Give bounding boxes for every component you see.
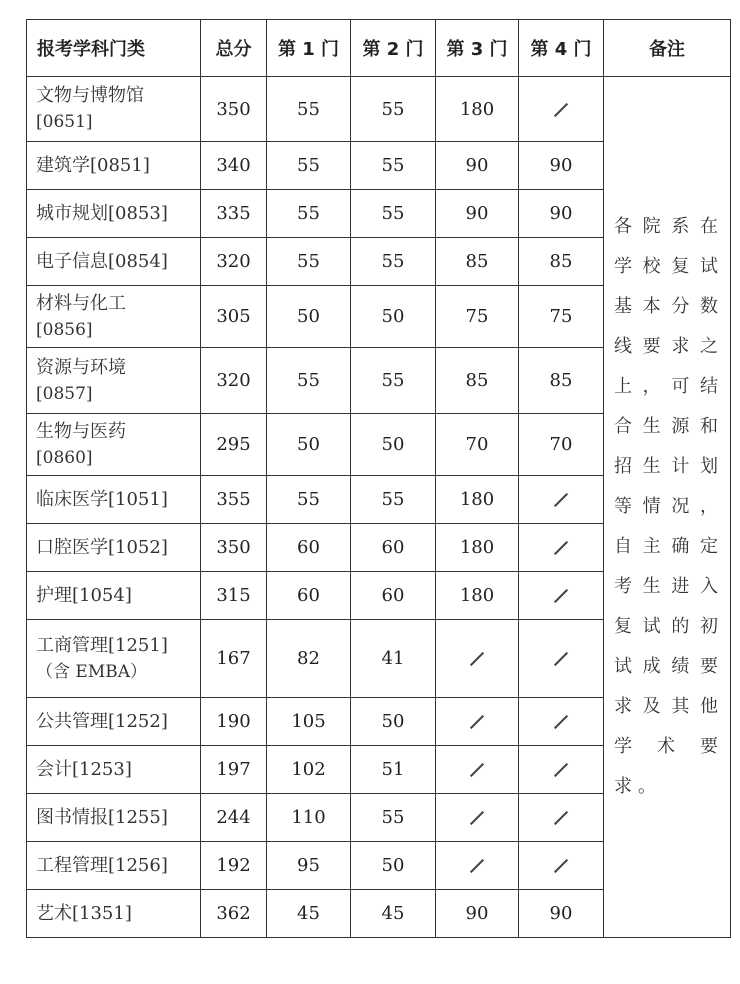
score-s3: 180 (436, 476, 519, 524)
discipline-name: 图书情报[1255] (36, 807, 168, 828)
not-applicable-slash-icon (470, 652, 484, 666)
discipline-code: [0857] (36, 383, 93, 404)
score-s2: 50 (351, 286, 436, 348)
score-s2: 55 (351, 190, 436, 238)
score-s4: 70 (519, 414, 604, 476)
discipline-cell (27, 286, 201, 348)
score-s1: 105 (267, 698, 351, 746)
discipline-cell (27, 476, 201, 524)
score-s1: 55 (267, 190, 351, 238)
discipline-cell (27, 620, 201, 698)
score-s2: 55 (351, 476, 436, 524)
score-s1: 82 (267, 620, 351, 698)
score-s3 (436, 698, 519, 746)
score-s3: 180 (436, 77, 519, 142)
header-category: 报考学科门类 (27, 20, 201, 77)
score-total: 350 (201, 77, 267, 142)
score-s2: 51 (351, 746, 436, 794)
score-s2: 50 (351, 698, 436, 746)
score-s4: 90 (519, 142, 604, 190)
score-s1: 60 (267, 572, 351, 620)
score-s3: 180 (436, 524, 519, 572)
not-applicable-slash-icon (554, 715, 568, 729)
score-s3: 90 (436, 190, 519, 238)
not-applicable-slash-icon (554, 493, 568, 507)
score-total: 295 (201, 414, 267, 476)
discipline-name: 资源与环境 (36, 356, 126, 378)
score-s4 (519, 842, 604, 890)
score-s3: 90 (436, 142, 519, 190)
score-s4 (519, 476, 604, 524)
not-applicable-slash-icon (470, 715, 484, 729)
discipline-name: 口腔医学[1052] (36, 537, 168, 558)
score-s4 (519, 794, 604, 842)
discipline-code: [0860] (36, 447, 93, 468)
score-table (26, 19, 731, 938)
discipline-code: [0856] (36, 319, 93, 340)
discipline-cell (27, 190, 201, 238)
score-s4: 85 (519, 348, 604, 414)
score-s1: 60 (267, 524, 351, 572)
score-s3: 75 (436, 286, 519, 348)
score-s4 (519, 572, 604, 620)
discipline-cell (27, 77, 201, 142)
score-s2: 55 (351, 142, 436, 190)
score-total: 192 (201, 842, 267, 890)
score-s1: 50 (267, 414, 351, 476)
not-applicable-slash-icon (554, 102, 568, 116)
discipline-name: 建筑学[0851] (36, 155, 150, 176)
score-total: 244 (201, 794, 267, 842)
score-s3: 180 (436, 572, 519, 620)
header-subject-1: 第 1 门 (267, 20, 351, 77)
score-s2: 60 (351, 572, 436, 620)
header-total: 总分 (201, 20, 267, 77)
score-s1: 45 (267, 890, 351, 938)
score-total: 167 (201, 620, 267, 698)
score-s1: 55 (267, 142, 351, 190)
discipline-cell (27, 238, 201, 286)
score-total: 320 (201, 238, 267, 286)
score-s3 (436, 620, 519, 698)
discipline-code: （含 EMBA） (36, 661, 147, 682)
not-applicable-slash-icon (554, 589, 568, 603)
score-s1: 55 (267, 476, 351, 524)
score-total: 340 (201, 142, 267, 190)
discipline-name: 电子信息[0854] (36, 251, 168, 272)
score-s3 (436, 842, 519, 890)
score-s4 (519, 77, 604, 142)
score-s3: 85 (436, 348, 519, 414)
not-applicable-slash-icon (554, 652, 568, 666)
not-applicable-slash-icon (554, 541, 568, 555)
score-s4 (519, 746, 604, 794)
discipline-name: 文物与博物馆 (36, 85, 144, 106)
score-s2: 50 (351, 842, 436, 890)
score-total: 315 (201, 572, 267, 620)
discipline-cell (27, 414, 201, 476)
note-text: 各院系在学校复试基本分数线要求之上，可结合生源和招生计划等情况，自主确定考生进入复试的初试成绩要求及其他学术要求。 (614, 216, 724, 797)
score-s3: 70 (436, 414, 519, 476)
discipline-cell (27, 794, 201, 842)
header-subject-4: 第 4 门 (519, 20, 604, 77)
discipline-cell (27, 698, 201, 746)
score-s4 (519, 524, 604, 572)
score-total: 362 (201, 890, 267, 938)
discipline-cell (27, 348, 201, 414)
discipline-name: 城市规划[0853] (36, 203, 168, 224)
score-s2: 55 (351, 238, 436, 286)
header-subject-2: 第 2 门 (351, 20, 436, 77)
score-total: 190 (201, 698, 267, 746)
header-row (27, 20, 731, 77)
score-s2: 50 (351, 414, 436, 476)
discipline-cell (27, 842, 201, 890)
score-s3: 90 (436, 890, 519, 938)
score-s3 (436, 746, 519, 794)
discipline-name: 生物与医药 (36, 420, 126, 442)
score-total: 335 (201, 190, 267, 238)
score-s2: 55 (351, 794, 436, 842)
discipline-cell (27, 142, 201, 190)
score-s1: 50 (267, 286, 351, 348)
table-row (27, 77, 731, 142)
score-s2: 55 (351, 77, 436, 142)
score-total: 320 (201, 348, 267, 414)
discipline-name: 材料与化工 (36, 292, 126, 314)
discipline-name: 工商管理[1251] (36, 634, 168, 656)
score-s2: 55 (351, 348, 436, 414)
score-s4: 90 (519, 190, 604, 238)
discipline-code: [0651] (36, 112, 93, 132)
score-s3 (436, 794, 519, 842)
discipline-name: 工程管理[1256] (36, 855, 168, 876)
not-applicable-slash-icon (470, 859, 484, 873)
not-applicable-slash-icon (554, 859, 568, 873)
score-s4 (519, 698, 604, 746)
header-note: 备注 (604, 20, 731, 77)
score-s4: 75 (519, 286, 604, 348)
score-s1: 55 (267, 348, 351, 414)
score-s1: 95 (267, 842, 351, 890)
discipline-name: 公共管理[1252] (36, 711, 168, 732)
discipline-name: 护理[1054] (36, 585, 132, 606)
discipline-cell (27, 746, 201, 794)
score-s4: 90 (519, 890, 604, 938)
score-s1: 110 (267, 794, 351, 842)
score-s1: 55 (267, 77, 351, 142)
score-s3: 85 (436, 238, 519, 286)
discipline-name: 艺术[1351] (36, 903, 132, 924)
discipline-cell (27, 890, 201, 938)
discipline-name: 会计[1253] (36, 759, 132, 780)
discipline-cell (27, 524, 201, 572)
score-s2: 60 (351, 524, 436, 572)
discipline-name: 临床医学[1051] (36, 489, 168, 510)
score-total: 350 (201, 524, 267, 572)
not-applicable-slash-icon (554, 811, 568, 825)
score-s2: 45 (351, 890, 436, 938)
not-applicable-slash-icon (470, 763, 484, 777)
score-total: 197 (201, 746, 267, 794)
not-applicable-slash-icon (554, 763, 568, 777)
header-subject-3: 第 3 门 (436, 20, 519, 77)
score-s4 (519, 620, 604, 698)
score-s1: 55 (267, 238, 351, 286)
score-s4: 85 (519, 238, 604, 286)
not-applicable-slash-icon (470, 811, 484, 825)
discipline-cell (27, 572, 201, 620)
note-cell (604, 77, 731, 938)
score-s2: 41 (351, 620, 436, 698)
score-s1: 102 (267, 746, 351, 794)
score-total: 355 (201, 476, 267, 524)
score-total: 305 (201, 286, 267, 348)
